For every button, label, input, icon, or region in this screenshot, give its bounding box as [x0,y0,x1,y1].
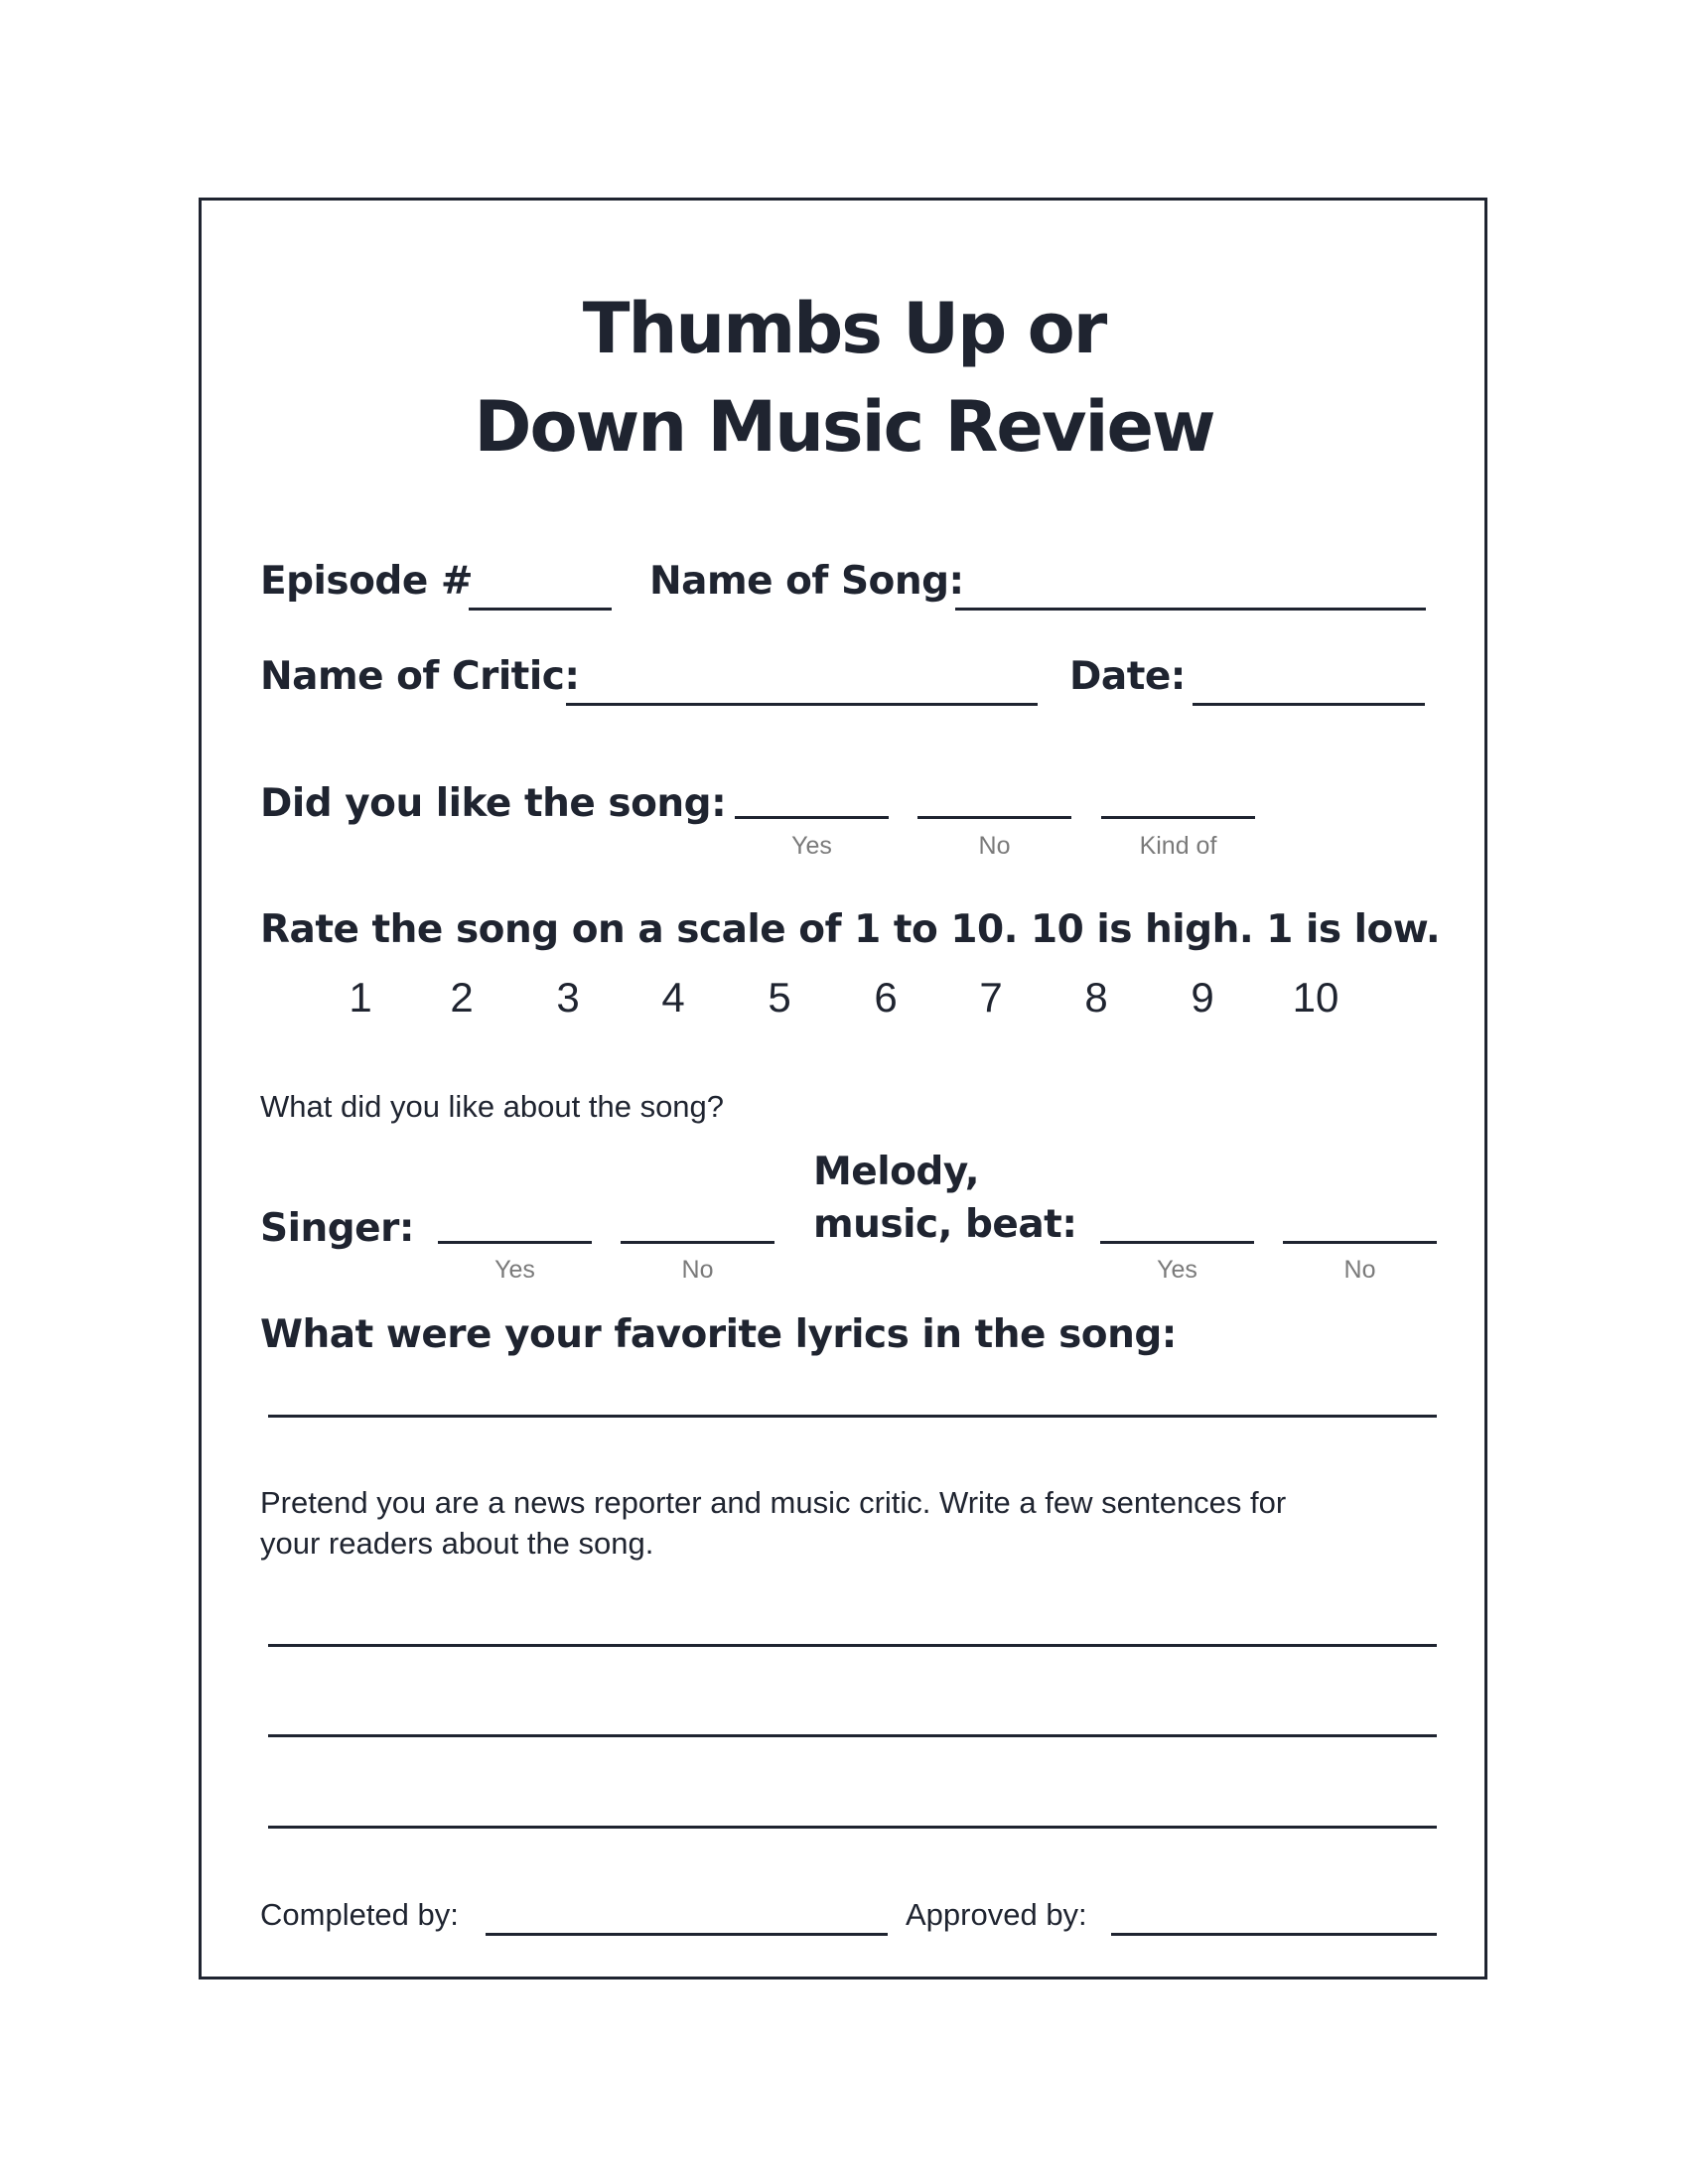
reporter-input-line-3[interactable] [268,1826,1437,1829]
reporter-input-line-2[interactable] [268,1734,1437,1737]
date-input-line[interactable] [1193,703,1425,706]
critic-name-label: Name of Critic: [260,654,580,699]
rating-7[interactable]: 7 [979,974,1003,1021]
completed-by-input-line[interactable] [486,1933,888,1936]
singer-label: Singer: [260,1206,414,1251]
singer-yes-input-line[interactable] [438,1241,592,1244]
singer-yes-caption: Yes [494,1256,535,1284]
melody-yes-caption: Yes [1157,1256,1197,1284]
rating-2[interactable]: 2 [450,974,474,1021]
like-song-question: Did you like the song: [260,781,727,826]
like-kindof-input-line[interactable] [1101,816,1255,819]
rating-prompt: Rate the song on a scale of 1 to 10. 10 is high. 1 is low. [260,907,1441,952]
critic-name-input-line[interactable] [566,703,1038,706]
singer-no-input-line[interactable] [621,1241,774,1244]
lyrics-prompt: What were your favorite lyrics in the song: [260,1312,1177,1357]
episode-input-line[interactable] [469,608,612,611]
rating-4[interactable]: 4 [661,974,685,1021]
reporter-input-line-1[interactable] [268,1644,1437,1647]
reporter-prompt-line-2: your readers about the song. [260,1526,654,1561]
like-no-caption: No [978,832,1011,860]
like-yes-caption: Yes [791,832,832,860]
melody-no-input-line[interactable] [1283,1241,1437,1244]
rating-8[interactable]: 8 [1084,974,1108,1021]
reporter-prompt-line-1: Pretend you are a news reporter and music critic. Write a few sentences for [260,1485,1287,1520]
rating-5[interactable]: 5 [768,974,791,1021]
song-name-label: Name of Song: [649,559,964,604]
rating-10[interactable]: 10 [1292,974,1339,1021]
approved-by-label: Approved by: [906,1897,1087,1932]
singer-no-caption: No [681,1256,714,1284]
completed-by-label: Completed by: [260,1897,459,1932]
melody-label-line-2: music, beat: [813,1202,1077,1247]
liked-about-prompt: What did you like about the song? [260,1089,725,1124]
rating-1[interactable]: 1 [349,974,372,1021]
like-no-input-line[interactable] [917,816,1071,819]
like-yes-input-line[interactable] [735,816,889,819]
rating-3[interactable]: 3 [556,974,580,1021]
episode-label: Episode # [260,559,474,604]
rating-9[interactable]: 9 [1191,974,1214,1021]
date-label: Date: [1069,654,1186,699]
lyrics-input-line[interactable] [268,1415,1437,1418]
melody-no-caption: No [1343,1256,1376,1284]
song-name-input-line[interactable] [955,608,1426,611]
rating-6[interactable]: 6 [874,974,898,1021]
title-line-1: Thumbs Up or [582,288,1106,369]
like-kindof-caption: Kind of [1139,832,1217,860]
approved-by-input-line[interactable] [1111,1933,1437,1936]
melody-label-line-1: Melody, [813,1150,980,1194]
title-line-2: Down Music Review [474,386,1214,468]
melody-yes-input-line[interactable] [1100,1241,1254,1244]
